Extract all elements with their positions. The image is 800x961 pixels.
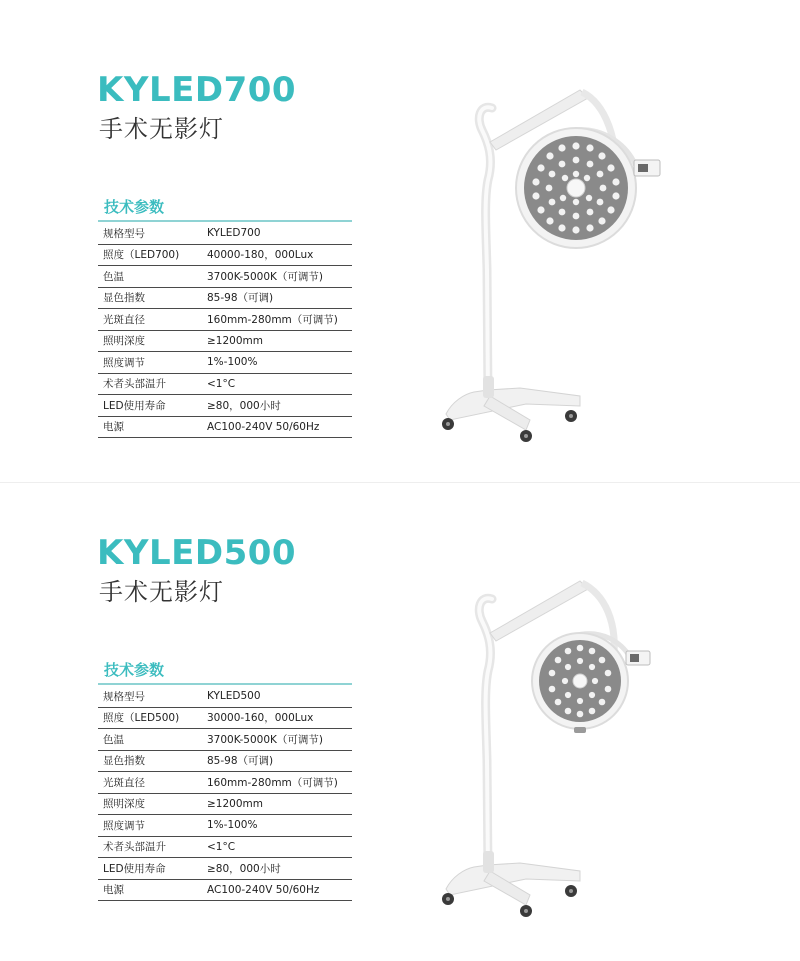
- spec-label: 照度（LED700): [98, 244, 201, 266]
- spec-heading: 技术参数: [104, 198, 165, 216]
- spec-label: 色温: [98, 266, 201, 288]
- spec-label: 术者头部温升: [98, 373, 201, 395]
- spec-label: 规格型号: [98, 223, 201, 244]
- spec-row: [98, 352, 352, 374]
- spec-label: 显色指数: [98, 750, 201, 772]
- spec-heading-rule: [98, 220, 352, 222]
- spec-value: AC100-240V 50/60Hz: [201, 879, 352, 901]
- spec-row: [98, 373, 352, 395]
- spec-value: 85-98（可调): [201, 750, 352, 772]
- spec-value: ≥1200mm: [201, 793, 352, 815]
- spec-value: 30000-160，000Lux: [201, 707, 352, 729]
- spec-label: LED使用寿命: [98, 858, 201, 880]
- spec-label: 照度调节: [98, 815, 201, 837]
- spec-label: 规格型号: [98, 686, 201, 707]
- spec-row: [98, 707, 352, 729]
- lamp-head: [532, 633, 650, 733]
- spec-label: 照度调节: [98, 352, 201, 374]
- spec-row: [98, 416, 352, 438]
- spec-value: AC100-240V 50/60Hz: [201, 416, 352, 438]
- surgical-lamp-image: [430, 70, 700, 470]
- lamp-stand: [446, 581, 614, 905]
- spec-value: 160mm-280mm（可调节): [201, 772, 352, 794]
- surgical-lamp-image: [430, 561, 700, 941]
- spec-value: ≥80，000小时: [201, 858, 352, 880]
- spec-value: KYLED500: [201, 686, 352, 707]
- spec-value: 3700K-5000K（可调节): [201, 266, 352, 288]
- spec-value: 3700K-5000K（可调节): [201, 729, 352, 751]
- spec-label: 照明深度: [98, 793, 201, 815]
- spec-heading-rule: [98, 683, 352, 685]
- spec-row: [98, 772, 352, 794]
- spec-row: [98, 858, 352, 880]
- spec-value: 160mm-280mm（可调节): [201, 309, 352, 331]
- spec-row: [98, 686, 352, 707]
- spec-row: [98, 836, 352, 858]
- spec-table: [98, 686, 352, 901]
- spec-value: ≥1200mm: [201, 330, 352, 352]
- spec-row: [98, 244, 352, 266]
- spec-row: [98, 309, 352, 331]
- spec-row: [98, 750, 352, 772]
- spec-row: [98, 266, 352, 288]
- spec-value: <1°C: [201, 836, 352, 858]
- spec-label: 光斑直径: [98, 309, 201, 331]
- spec-label: 光斑直径: [98, 772, 201, 794]
- spec-value: ≥80，000小时: [201, 395, 352, 417]
- spec-row: [98, 287, 352, 309]
- lamp-head: [516, 128, 660, 248]
- spec-label: 照明深度: [98, 330, 201, 352]
- spec-label: 术者头部温升: [98, 836, 201, 858]
- spec-label: 显色指数: [98, 287, 201, 309]
- product-subtitle: 手术无影灯: [99, 578, 224, 606]
- spec-label: 电源: [98, 416, 201, 438]
- spec-value: 1%-100%: [201, 815, 352, 837]
- spec-label: 色温: [98, 729, 201, 751]
- product-panel-kyled500: [0, 482, 800, 945]
- model-title: KYLED700: [97, 70, 297, 110]
- spec-value: 40000-180，000Lux: [201, 244, 352, 266]
- spec-heading: 技术参数: [104, 661, 165, 679]
- spec-row: [98, 330, 352, 352]
- model-title: KYLED500: [97, 533, 297, 573]
- spec-label: 电源: [98, 879, 201, 901]
- spec-row: [98, 223, 352, 244]
- spec-value: KYLED700: [201, 223, 352, 244]
- spec-value: 85-98（可调): [201, 287, 352, 309]
- product-panel-kyled700: [0, 20, 800, 482]
- spec-row: [98, 815, 352, 837]
- spec-row: [98, 793, 352, 815]
- spec-label: 照度（LED500): [98, 707, 201, 729]
- product-subtitle: 手术无影灯: [99, 115, 224, 143]
- spec-row: [98, 729, 352, 751]
- spec-row: [98, 879, 352, 901]
- spec-table: [98, 223, 352, 438]
- spec-value: 1%-100%: [201, 352, 352, 374]
- spec-label: LED使用寿命: [98, 395, 201, 417]
- spec-value: <1°C: [201, 373, 352, 395]
- spec-row: [98, 395, 352, 417]
